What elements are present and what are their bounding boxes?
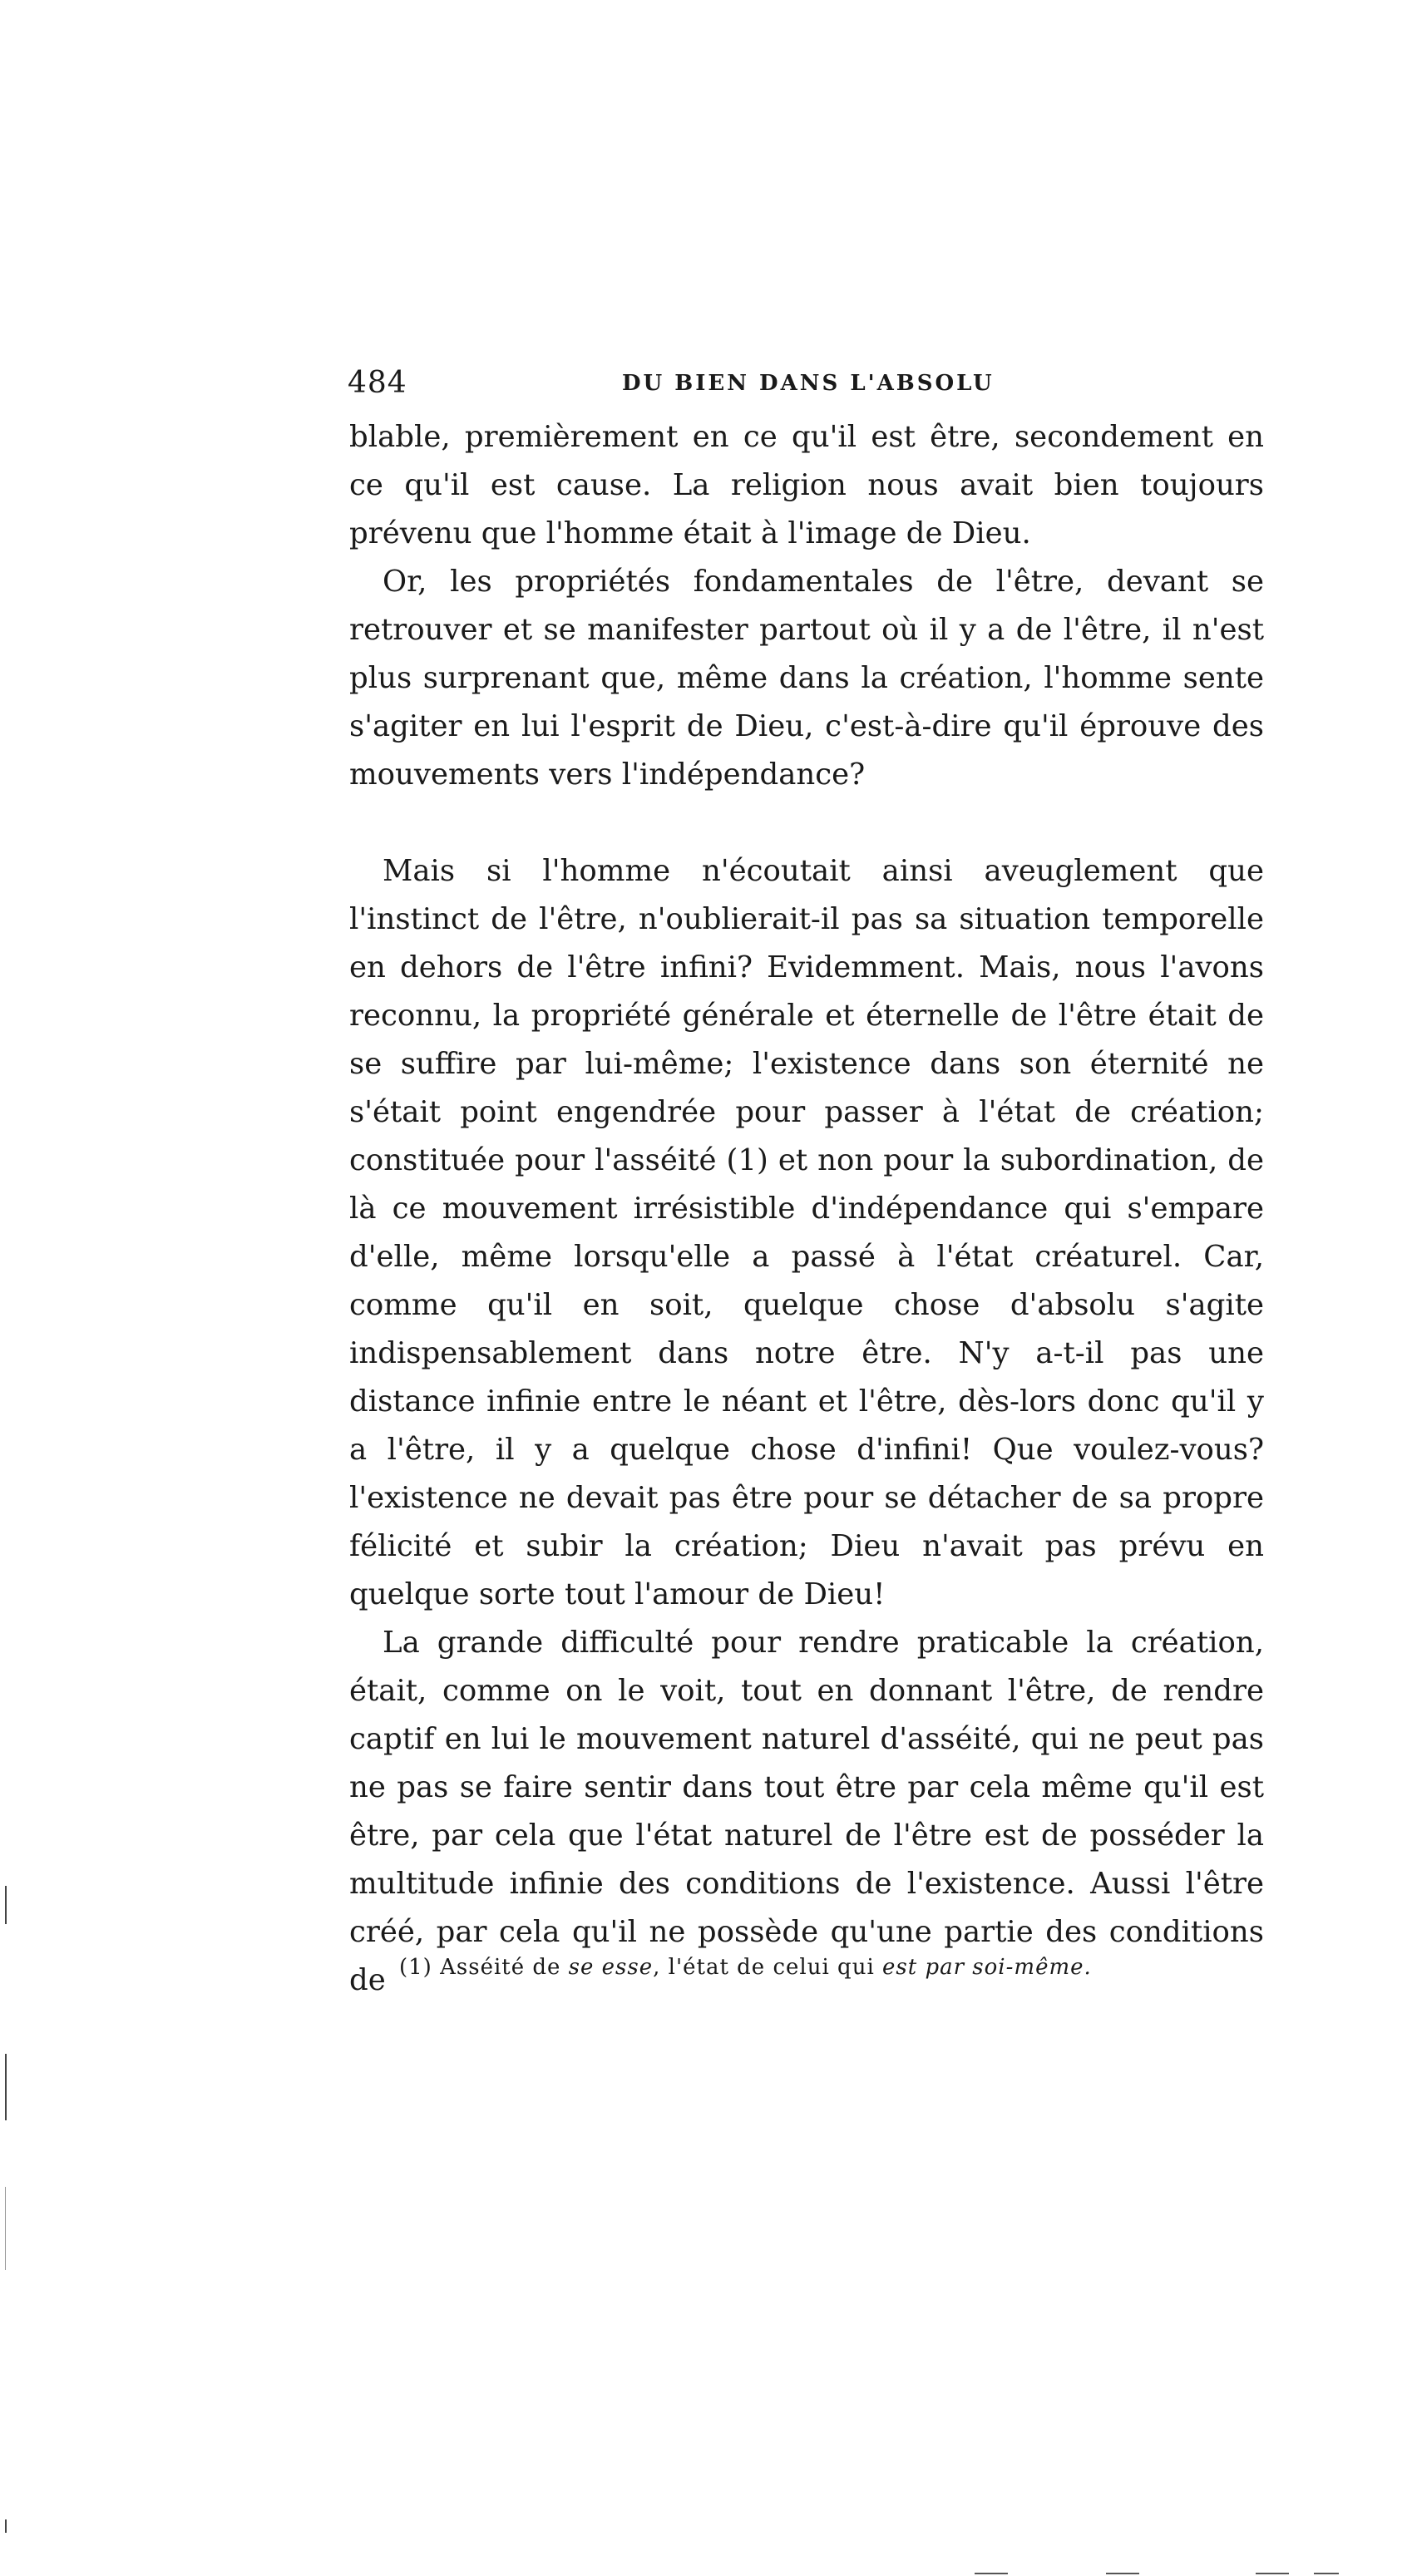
scan-margin-mark (5, 2054, 7, 2120)
footnote-marker: (1) (399, 1955, 432, 1980)
page-number: 484 (348, 366, 407, 400)
scan-bottom-dash (975, 2573, 1008, 2574)
scan-margin-mark (5, 2519, 7, 2533)
running-title: DU BIEN DANS L'ABSOLU (622, 371, 995, 396)
running-head (348, 366, 1262, 407)
scan-bottom-dash (1106, 2573, 1139, 2574)
footnote-lead: Asséité de (440, 1955, 561, 1980)
paragraph: Or, les propriétés fondamentales de l'être, devant se retrouver et se manifester partout où il y a de l'être, il n'est plus surprenant que, même dans la création, l'homme sente s'agiter en lui l'esprit de Dieu, c'est-à-dire qu'il éprouve des mouvements vers l'indépendance? (349, 565, 1264, 792)
paragraph: Mais si l'homme n'écoutait ainsi aveuglement que l'instinct de l'être, n'oublierait-il pas sa situation temporelle en dehors de l'être infini? Evidemment. Mais, nous l'avons reconnu, la propriété générale et éternelle de l'être était de se suffire par lui-même; l'existence dans son éternité ne s'était point engendrée pour passer à l'état de création; constituée pour l'asséité (1) et non pour la subordination, de là ce mouvement irrésistible d'indépendance qui s'empare d'elle, même lorsqu'elle a passé à l'état créaturel. Car, comme qu'il en soit, quelque chose d'absolu s'agite indispensablement dans notre être. N'y a-t-il pas une distance infinie entre le néant et l'être, dès-lors donc qu'il y a l'être, il y a quelque chose d'infini! Que voulez-vous? l'existence ne devait pas être pour se détacher de sa propre félicité et subir la création; Dieu n'avait pas prévu en quelque sorte tout l'amour de Dieu! (349, 854, 1264, 1611)
footnote-middle: , l'état de celui qui (653, 1955, 875, 1980)
scan-bottom-dash (1314, 2573, 1339, 2574)
paragraph-continued: blable, premièrement en ce qu'il est être, secondement en ce qu'il est cause. La religion nous avait bien toujours prévenu que l'homme était à l'image de Dieu. (349, 420, 1264, 550)
scan-bottom-dash (1256, 2573, 1289, 2574)
footnote (399, 1952, 1231, 1982)
footnote-latin: se esse (568, 1955, 654, 1980)
paragraph: La grande difficulté pour rendre praticable la création, était, comme on le voit, tout en donnant l'être, de rendre captif en lui le mouvement naturel d'asséité, qui ne peut pas ne pas se faire sentir dans tout être par cela même qu'il est être, par cela que l'état naturel de l'être est de posséder la multitude infinie des conditions de l'existence. Aussi l'être créé, par cela qu'il ne possède qu'une partie des conditions de (349, 1626, 1264, 1997)
scan-margin-mark (5, 2187, 6, 2270)
scan-margin-mark (5, 1886, 7, 1924)
footnote-phrase: est par soi-même. (882, 1955, 1092, 1980)
body-text (349, 413, 1264, 2005)
